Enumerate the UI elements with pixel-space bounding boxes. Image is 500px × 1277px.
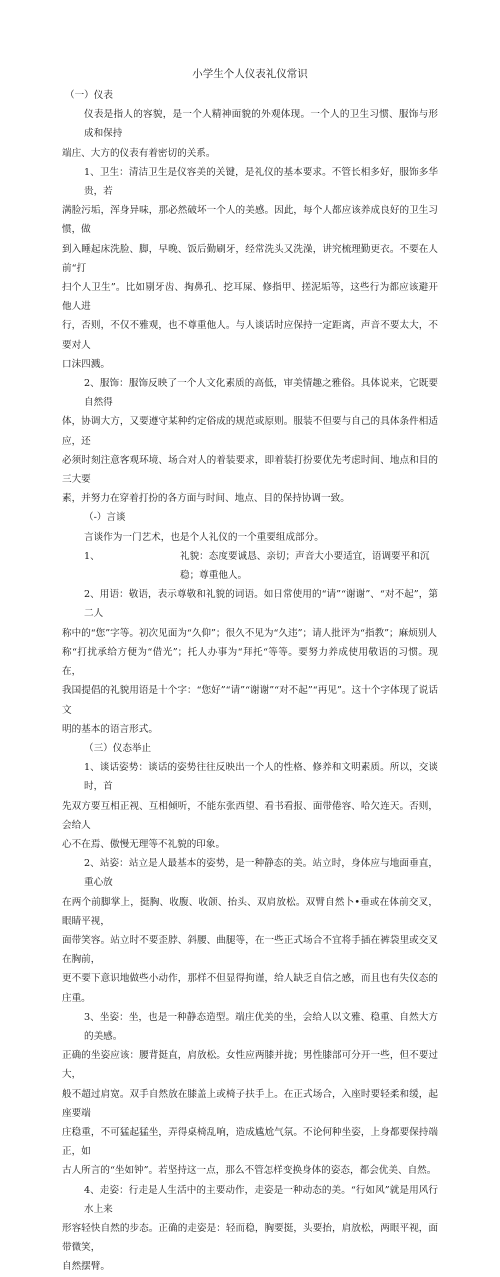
paragraph-talking-posture [62,758,438,854]
paragraph-sitting-posture [62,1008,438,1181]
paragraph-line: 3、坐姿：坐，也是一种静态造型。端庄优美的坐，会给人以文雅、稳重、自然大方的美感。 [84,1011,438,1042]
paragraph-wording [62,585,438,739]
document-title: 小学生个人仪表礼仪常识 [192,68,308,80]
paragraph-line: 正确的坐姿应该：腰背挺直，肩放松。女性应两膝并拢；男性膝部可分开一些，但不要过大， [62,1050,438,1081]
paragraph-clothing [62,374,438,508]
paragraph-line: 般不超过肩宽。双手自然放在膝盖上或椅子扶手上。在正式场合，入座时要轻柔和缓，起座要端 [62,1088,438,1119]
paragraph-standing-posture [62,854,438,1008]
paragraph-line: 形容轻快自然的步态。正确的走姿是：轻而稳，胸要挺，头要抬，肩放松，两眼平视，面带微笑， [62,1222,438,1254]
section-heading-appearance: （一）仪表 [65,90,113,101]
paragraph-line: 明的基本的语言形式。 [62,723,158,735]
section-heading-speech: （-）言谈 [84,512,126,524]
paragraph-line: 言谈作为一门艺术，也是个人礼仪的一个重要组成部分。 [84,531,324,543]
paragraph-line: 素，并努力在穿着打扮的各方面与时间、地点、目的保持协调一致。 [62,493,350,505]
paragraph-line: 1、谈话姿势：谈话的姿势往往反映出一个人的性格、修养和文明素质。所以，交谈时，首 [84,762,438,793]
paragraph-line: 先双方要互相正视、互相倾听，不能东张西望、看书看报、面带倦容、哈欠连天。否则，会给人 [62,800,438,831]
paragraph-courtesy [62,547,438,585]
paragraph-line: 1、卫生：清洁卫生是仪容美的关键，是礼仪的基本要求。不管长相多好，服饰多华贵，若 [84,166,438,198]
paragraph-line: 满脸污垢，浑身异味，那必然破坏一个人的美感。因此，每个人都应该养成良好的卫生习惯，做 [62,205,438,236]
paragraph-line: 必须时刻注意客观环境、场合对人的着装要求，即着装打扮要优先考虑时间、地点和目的三大要 [62,454,438,486]
paragraph-line: 面带笑容。站立时不要歪脖、斜腰、曲腿等，在一些正式场合不宜将手插在裤袋里或交叉在胸前， [62,934,438,966]
paragraph-line: 更不要下意识地做些小动作，那样不但显得拘谨，给人缺乏自信之感，而且也有失仪态的庄重。 [62,973,438,1004]
paragraph-line: 扫个人卫生”。比如剔牙齿、掏鼻孔、挖耳屎、修指甲、搓泥垢等，这些行为都应该避开他人进 [62,282,438,313]
paragraph-line: 2、站姿：站立是人最基本的姿势，是一种静态的美。站立时，身体应与地面垂直，重心放 [84,858,438,889]
paragraph-line: 仪表是指人的容貌，是一个人精神面貌的外观体现。一个人的卫生习惯、服饰与形成和保持 [84,109,438,140]
paragraph-line: 在两个前脚掌上，挺胸、收腹、收颌、抬头、双肩放松。双臂自然卜•垂或在体前交叉，眼睛平视， [62,896,438,927]
item-number: 1、 [84,550,100,562]
paragraph-line: 4、走姿：行走是人生活中的主要动作，走姿是一种动态的美。“行如风”就是用风行水上来 [84,1184,438,1215]
paragraph-line: 古人所言的“坐如钟”。若坚持这一点，那么不管怎样变换身体的姿态，都会优美、自然。 [62,1165,437,1177]
paragraph-line: 行，否则，不仅不雅观，也不尊重他人。与人谈话时应保持一定距离，声音不要太大，不要对人 [62,320,438,351]
paragraph-line: 到入睡起床洗脸、脚，早晚、饭后勤刷牙，经常洗头又洗澡，讲究梳理勤更衣。不要在人前“打 [62,243,438,274]
paragraph-line: 端庄、大方的仪表有着密切的关系。 [62,147,216,159]
paragraph-hygiene [62,163,438,374]
paragraph-line: 自然摆臂。 [62,1261,110,1273]
paragraph-walking-posture [62,1181,438,1277]
paragraph-line: 2、服饰：服饰反映了一个人文化素质的高低，审美情趣之雅俗。具体说来，它既要自然得 [84,378,438,409]
paragraph-line: 心不在焉、傲慢无理等不礼貌的印象。 [62,838,226,850]
paragraph-line: 我国提倡的礼貌用语是十个字：“您好”“请”“谢谢”“对不起”“再见”。这十个字体现了说话文 [62,685,438,716]
paragraph-line: 口沫四溅。 [62,358,110,370]
section-heading-demeanor: （三）仪态举止 [84,742,152,754]
paragraph-line: 庄稳重，不可猛起猛坐，弄得桌椅乱响，造成尴尬气氛。不论何种坐姿，上身都要保持端正，如 [62,1126,438,1158]
item-text: 礼貌：态度要诚恳、亲切；声音大小要适宜，语调要平和沉稳；尊重他人。 [180,550,430,582]
paragraph-line: 体，协调大方，又要遵守某种约定俗成的规范或原则。服装不但要与自己的具体条件相适应，还 [62,416,438,447]
paragraph-line: 称中的“您”字等。初次见面为“久仰”；很久不见为“久违”；请人批评为“指教”；麻烦别人 [62,627,438,639]
paragraph-line: 2、用语：敬语，表示尊敬和礼貌的词语。如日常使用的“请”“谢谢”、“对不起”，第二人 [84,589,438,620]
paragraph-line: 称“打扰承给方便为“借光”；托人办事为“拜托“等等。要努力养成使用敬语的习惯。现在， [62,646,438,678]
